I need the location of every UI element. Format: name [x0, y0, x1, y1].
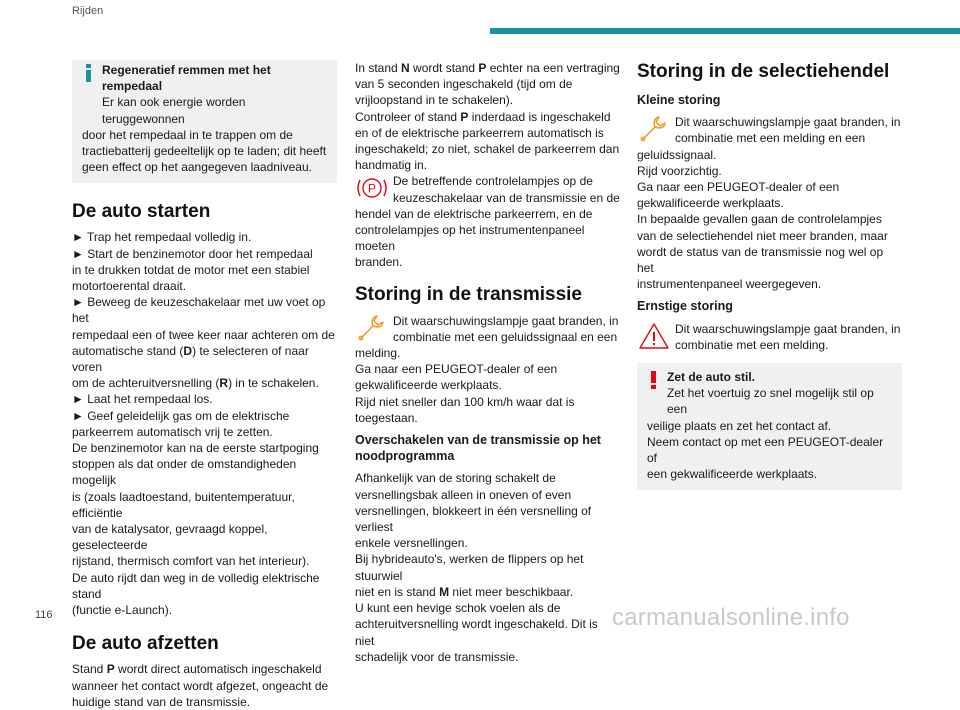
body-text: Bij hybrideauto's, werken de flippers op het stuurwiel	[355, 552, 584, 583]
page-number: 116	[35, 609, 53, 621]
body-text: De auto rijdt dan weg in de volledig elektrische stand	[72, 570, 320, 601]
body-text: Ga naar een PEUGEOT-dealer of een	[637, 180, 840, 195]
header-accent-bar	[490, 28, 960, 34]
parking-brake-warning-icon	[355, 173, 389, 203]
body-text: melding.	[355, 346, 401, 361]
subsection-title-serious-fault: Ernstige storing	[637, 299, 733, 314]
info-icon	[82, 64, 96, 82]
body-text: achteruitversnelling wordt ingeschakeld. Dit is niet	[355, 617, 598, 648]
body-text: om de achteruitversnelling (R) in te schakelen.	[72, 376, 319, 391]
body-text: keuzeschakelaar van de transmissie en de	[393, 190, 620, 205]
wrench-warning-icon	[355, 313, 389, 343]
note-text: door het rempedaal in te trappen om de	[82, 127, 293, 142]
body-text: combinatie met een melding en een	[675, 131, 866, 146]
section-title-transmission-fault: Storing in de transmissie	[355, 283, 582, 305]
body-text: is (zoals laadtoestand, buitentemperatuur, efficiëntie	[72, 489, 295, 520]
body-text: en of de elektrische parkeerrem automatisch is	[355, 125, 604, 140]
body-text: schadelijk voor de transmissie.	[355, 649, 519, 664]
body-text: De benzinemotor kan na de eerste startpoging	[72, 441, 319, 456]
body-text: branden.	[355, 255, 403, 270]
body-text: gekwalificeerde werkplaats.	[355, 378, 502, 393]
note-text: Er kan ook energie worden teruggewonnen	[102, 95, 246, 126]
body-text: Dit waarschuwingslampje gaat branden, in	[393, 313, 619, 328]
column-2	[355, 60, 620, 665]
triangle-warning-icon	[637, 321, 671, 351]
body-text: motortoerental draait.	[72, 279, 187, 294]
body-text: combinatie met een melding.	[675, 337, 829, 352]
body-text: in te drukken totdat de motor met een stabiel	[72, 262, 310, 277]
body-text: van de selectiehendel niet meer branden, maar	[637, 228, 888, 243]
note-text: veilige plaats en zet het contact af.	[647, 418, 832, 433]
body-text: ► Laat het rempedaal los.	[72, 392, 213, 407]
subsection-title-emergency: Overschakelen van de transmissie op het	[355, 433, 601, 448]
body-text: ► Start de benzinemotor door het rempedaal	[72, 246, 313, 261]
body-text: Afhankelijk van de storing schakelt de	[355, 471, 556, 486]
body-text: vrijloopstand in te schakelen).	[355, 93, 514, 108]
body-text: U kunt een hevige schok voelen als de	[355, 601, 561, 616]
body-text: Dit waarschuwingslampje gaat branden, in	[675, 115, 901, 130]
body-text: controlelampjes op het instrumentenpaneel moeten	[355, 223, 585, 254]
note-title: Regeneratief remmen met het rempedaal	[102, 63, 271, 94]
body-text: versnellingen, blokkeert in één versnelling of verliest	[355, 503, 592, 535]
body-text: Rijd niet sneller dan 100 km/h waar dat is	[355, 394, 575, 409]
body-text: wordt de status van de transmissie nog wel op het	[637, 244, 884, 276]
body-text: stoppen als dat onder de omstandigheden mogelijk	[72, 457, 297, 488]
body-text: rempedaal een of twee keer naar achteren om de	[72, 327, 335, 342]
body-text: combinatie met een geluidssignaal en een	[393, 329, 618, 344]
body-text: Controleer of stand P inderdaad is ingeschakeld	[355, 109, 611, 124]
column-3	[637, 60, 902, 490]
body-text: enkele versnellingen.	[355, 536, 468, 551]
body-text: versnellingsbak alleen in oneven of even	[355, 487, 572, 502]
note-title: Zet de auto stil.	[667, 370, 756, 385]
watermark: carmanualsonline.info	[612, 604, 850, 631]
body-text: Dit waarschuwingslampje gaat branden, in	[675, 321, 901, 336]
body-text: geluidssignaal.	[637, 147, 717, 162]
section-title-stop: De auto afzetten	[72, 633, 219, 655]
transmission-warning-block	[355, 313, 620, 426]
body-text: automatische stand (D) te selecteren of naar voren	[72, 343, 309, 375]
body-text: In bepaalde gevallen gaan de controlelampjes	[637, 212, 882, 227]
note-text: Neem contact op met een PEUGEOT-dealer of	[647, 434, 884, 466]
note-text: tractiebatterij gedeeltelijk op te laden; dit heeft	[82, 144, 327, 159]
body-text: Rijd voorzichtig.	[637, 163, 722, 178]
body-text: van de katalysator, gevraagd koppel, geselecteerde	[72, 522, 268, 553]
body-text: handmatig in.	[355, 158, 428, 173]
column-1	[72, 60, 337, 710]
serious-fault-block	[637, 321, 902, 353]
svg-text:P: P	[367, 181, 377, 196]
regen-braking-note	[72, 60, 337, 183]
body-text: huidige stand van de transmissie.	[72, 694, 251, 709]
note-text: een gekwalificeerde werkplaats.	[647, 467, 818, 482]
body-text: parkeerrem automatisch vrij te zetten.	[72, 424, 273, 439]
note-text: geen effect op het aangegeven laadniveau.	[82, 160, 312, 175]
body-text: van 5 seconden ingeschakeld (tijd om de	[355, 77, 573, 92]
exclamation-icon	[647, 371, 661, 389]
body-text: ingeschakeld; zo niet, schakel de parkeerrem dan	[355, 142, 620, 157]
body-text: wanneer het contact wordt afgezet, ongeacht de	[72, 678, 329, 693]
body-text: ► Geef geleidelijk gas om de elektrische	[72, 408, 290, 423]
body-text: instrumentenpaneel weergegeven.	[637, 277, 822, 292]
body-text: toegestaan.	[355, 410, 418, 425]
body-text: niet en is stand M niet meer beschikbaar.	[355, 584, 574, 599]
body-text: De betreffende controlelampjes op de	[393, 174, 593, 189]
body-text: ► Trap het rempedaal volledig in.	[72, 230, 252, 245]
note-text: Zet het voertuig zo snel mogelijk stil op een	[667, 386, 874, 417]
subsection-title-minor-fault: Kleine storing	[637, 93, 721, 107]
wrench-warning-icon	[637, 114, 671, 144]
body-text: hendel van de elektrische parkeerrem, en de	[355, 206, 593, 221]
section-title-start: De auto starten	[72, 201, 211, 223]
body-text: Stand P wordt direct automatisch ingeschakeld	[72, 662, 322, 677]
body-text: Ga naar een PEUGEOT-dealer of een	[355, 362, 558, 377]
body-text: gekwalificeerde werkplaats.	[637, 196, 784, 211]
minor-fault-block	[637, 114, 902, 292]
stop-vehicle-note	[637, 363, 902, 490]
body-text: rijstand, thermisch comfort van het interieur).	[72, 554, 310, 569]
parking-brake-block	[355, 173, 620, 270]
body-text: In stand N wordt stand P echter na een vertraging	[355, 61, 620, 75]
section-header: Rijden	[72, 5, 104, 17]
body-text: ► Beweeg de keuzeschakelaar met uw voet op het	[72, 295, 326, 326]
subsection-title-emergency: noodprogramma	[355, 449, 455, 464]
body-text: (functie e-Launch).	[72, 603, 173, 618]
section-title-selector-fault: Storing in de selectiehendel	[637, 61, 890, 82]
